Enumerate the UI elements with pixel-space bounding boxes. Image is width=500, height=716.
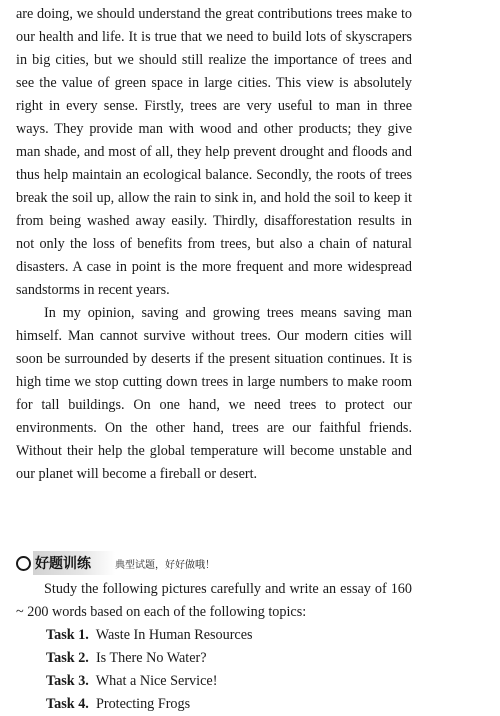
task-text: Protecting Frogs [95,696,191,712]
circle-icon [16,556,31,571]
section-subtitle: 典型试题，好好做哦！ [115,559,215,571]
passage-paragraph-2: In my opinion, saving and growing trees means saving man himself. Man cannot survive without trees. Our modern cities will soon be surrounded by deserts if the present situation continues. It is high time we stop cutting down trees in large numbers to make room for tall buildings. On one hand, we need trees to protect our environments. On the other hand, trees are our faithful friends. Without their help the global temperature will become unstable and our planet will become a fireball or desert. [16,305,412,482]
task-label: Task 2. [46,650,89,666]
section-header [16,551,215,575]
task-label: Task 1. [46,627,89,643]
task-text: Is There No Water? [95,650,207,666]
task-label: Task 4. [46,696,89,712]
task-item [46,693,253,716]
task-text: Waste In Human Resources [95,627,253,643]
exercise-instruction: Study the following pictures carefully and write an essay of 160 ~ 200 words based on each of the following topics: [16,581,412,620]
passage [16,0,412,486]
task-item [46,647,253,670]
section-title: 好题训练 [33,551,115,575]
exercise-instruction-block [16,578,412,624]
passage-paragraph-1: are doing, we should understand the great contributions trees make to our health and life. It is true that we need to build lots of skyscrapers in big cities, but we should still realize the importance of trees and see the value of green space in large cities. This view is absolutely right in every sense. Firstly, trees are very useful to man in three ways. They provide man with wood and other products; they give man shade, and most of all, they help prevent drought and floods and thus help maintain an ecological balance. Secondly, the roots of trees break the soil up, allow the rain to sink in, and hold the soil to keep it from being washed away easily. Thirdly, disafforestation results in not only the loss of benefits from trees, but also a chain of natural disasters. A case in point is the more frequent and more widespread sandstorms in recent years. [16,6,412,298]
task-list [46,624,253,716]
task-item [46,670,253,693]
task-text: What a Nice Service! [95,673,218,689]
task-label: Task 3. [46,673,89,689]
task-item [46,624,253,647]
